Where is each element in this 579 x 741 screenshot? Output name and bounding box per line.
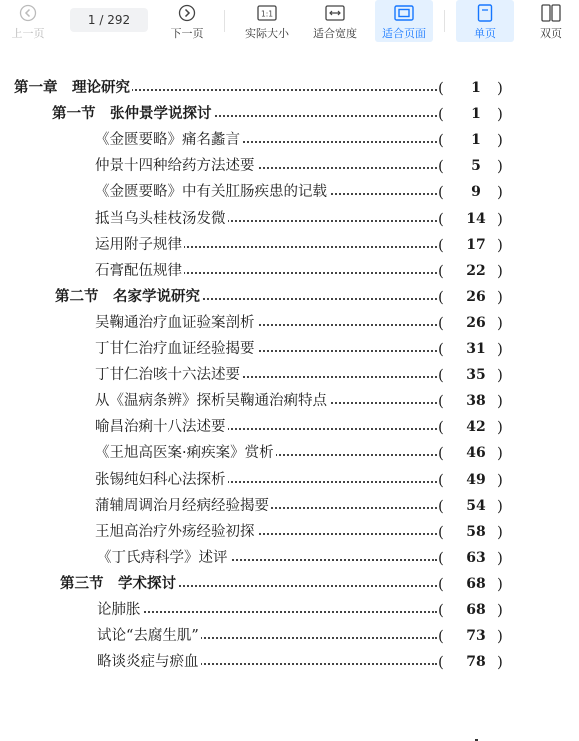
double-page-icon	[541, 2, 561, 24]
single-page-label: 单页	[474, 27, 496, 40]
toc-entry[interactable]	[0, 206, 579, 232]
toc-leader-dots	[97, 611, 437, 613]
toc-entry[interactable]	[0, 493, 579, 519]
toc-paren-left: (	[438, 183, 444, 202]
toc-paren-left: (	[438, 105, 444, 124]
toc-paren-right: )	[497, 418, 503, 437]
fit-page-button[interactable]	[375, 0, 433, 42]
toc-entry-title: 仲景十四种给药方法述要	[95, 153, 257, 179]
toc-entry[interactable]	[0, 179, 579, 205]
toc-entry-title: 抵当乌头桂枝汤发微	[95, 206, 228, 232]
toc-entry-page: 26	[466, 288, 486, 305]
toc-paren-left: (	[438, 418, 444, 437]
prev-page-label: 上一页	[11, 27, 45, 40]
toc-paren-left: (	[438, 209, 444, 228]
toc-entry-page: 68	[466, 575, 486, 592]
toc-paren-right: )	[497, 313, 503, 332]
toc-paren-left: (	[438, 157, 444, 176]
toc-paren-right: )	[497, 105, 503, 124]
toc-paren-right: )	[497, 496, 503, 515]
toc-paren-left: (	[438, 79, 444, 97]
toc-paren-right: )	[497, 340, 503, 358]
toc-entry-title: 王旭高治疗外疡经验初探	[95, 519, 257, 545]
toc-paren-right: )	[497, 366, 503, 385]
toc-paren-left: (	[438, 601, 444, 619]
toc-entry[interactable]	[0, 519, 579, 545]
toc-entry-title: 喻昌治痢十八法述要	[95, 414, 228, 440]
toc-entry-page: 78	[466, 654, 486, 671]
toc-entry-title: 运用附子规律	[95, 232, 184, 258]
svg-text:1:1: 1:1	[260, 9, 274, 19]
toc-entry-page: 22	[466, 262, 486, 279]
toc-paren-right: )	[497, 235, 503, 254]
toc-entry-title: 《金匮要略》痛名蠡言	[95, 127, 242, 153]
toc-entry[interactable]	[0, 571, 579, 597]
toc-entry-title: 论肺胀	[97, 597, 143, 623]
toc-paren-right: )	[497, 392, 503, 411]
toc-entry[interactable]	[0, 388, 579, 414]
toc-entry-page: 42	[466, 419, 486, 436]
prev-page-button[interactable]	[8, 0, 48, 42]
page-total: / 292	[99, 13, 131, 27]
toc-entry-title: 张锡纯妇科心法探析	[95, 467, 228, 493]
toc-entry-page: 68	[466, 602, 486, 618]
viewer-toolbar	[0, 0, 579, 42]
page-number-input[interactable]	[70, 8, 148, 32]
toc-paren-left: (	[438, 392, 444, 411]
toc-paren-left: (	[438, 261, 444, 280]
toc-entry-title: 《丁氏痔科学》述评	[97, 545, 230, 571]
toc-paren-left: (	[438, 496, 444, 515]
toc-entry-page: 1	[471, 132, 481, 149]
toc-entry[interactable]	[0, 440, 579, 466]
toc-paren-right: )	[497, 287, 503, 306]
toc-paren-right: )	[497, 157, 503, 176]
toc-entry-page: 35	[466, 367, 486, 384]
toc-entry[interactable]	[0, 284, 579, 310]
toc-entry[interactable]	[0, 153, 579, 179]
toc-paren-left: (	[438, 366, 444, 385]
toc-entry-title: 《金匮要略》中有关肛肠疾患的记载	[95, 179, 329, 205]
toc-paren-right: )	[497, 601, 503, 619]
toc-entry[interactable]	[0, 597, 579, 623]
toc-paren-right: )	[497, 183, 503, 202]
toolbar-divider	[444, 10, 445, 32]
double-page-button[interactable]	[530, 0, 572, 42]
toc-entry-page: 17	[466, 236, 486, 253]
toc-entry[interactable]	[0, 623, 579, 649]
fit-width-icon	[325, 2, 345, 24]
toc-entry-page: 73	[466, 628, 486, 645]
toc-entry-title: 吴鞠通治疗血证验案剖析	[95, 310, 257, 336]
toc-entry[interactable]	[0, 310, 579, 336]
toc-paren-left: (	[438, 653, 444, 672]
chevron-left-icon	[19, 2, 37, 24]
toc-paren-left: (	[438, 131, 444, 150]
toc-entry[interactable]	[0, 258, 579, 284]
toc-entry-title: 丁甘仁治咳十六法述要	[95, 362, 242, 388]
fit-page-label: 适合页面	[382, 27, 426, 40]
toc-entry-page: 31	[466, 341, 486, 357]
toc-paren-right: )	[497, 470, 503, 489]
toc-paren-left: (	[438, 444, 444, 463]
toc-entry[interactable]	[0, 336, 579, 362]
toc-entry-title: 从《温病条辨》探析吴鞠通治痢特点	[95, 388, 329, 414]
toc-paren-right: )	[497, 548, 503, 567]
toc-entry-title: 试论“去腐生肌”	[97, 623, 201, 649]
toc-entry[interactable]	[0, 467, 579, 493]
toc-entry[interactable]	[0, 414, 579, 440]
toc-entry-title: 第一章 理论研究	[14, 75, 132, 101]
actual-size-button[interactable]	[240, 0, 294, 42]
toc-paren-right: )	[497, 574, 503, 593]
toc-paren-left: (	[438, 548, 444, 567]
toc-entry-title: 《王旭高医案·痢疾案》赏析	[95, 440, 276, 466]
single-page-button[interactable]	[456, 0, 514, 42]
toc-entry-title: 略谈炎症与瘀血	[97, 649, 201, 675]
fit-page-icon	[394, 2, 414, 24]
chevron-right-icon	[178, 2, 196, 24]
actual-size-label: 实际大小	[245, 27, 289, 40]
next-page-label: 下一页	[170, 27, 204, 40]
next-page-button[interactable]	[166, 0, 208, 42]
actual-size-icon	[257, 2, 277, 24]
double-page-label: 双页	[540, 27, 562, 40]
toc-entry-title: 第二节 名家学说研究	[55, 284, 202, 310]
toc-entry[interactable]	[0, 545, 579, 571]
toc-paren-right: )	[497, 522, 503, 541]
toc-entry-page: 1	[471, 80, 481, 96]
page-current: 1	[87, 13, 96, 27]
toc-paren-left: (	[438, 235, 444, 254]
toc-entry-page: 49	[466, 471, 486, 488]
toc-entry[interactable]	[0, 127, 579, 153]
toc-paren-left: (	[438, 574, 444, 593]
toolbar-divider	[224, 10, 225, 32]
toc-entry-page: 1	[471, 106, 481, 123]
toc-paren-right: )	[497, 209, 503, 228]
toc-paren-right: )	[497, 79, 503, 97]
toc-paren-right: )	[497, 261, 503, 280]
toc-paren-left: (	[438, 522, 444, 541]
toc-entry[interactable]	[0, 101, 579, 127]
toc-paren-left: (	[438, 340, 444, 358]
toc-entry-title: 丁甘仁治疗血证经验揭要	[95, 336, 257, 362]
toc-entry[interactable]	[0, 75, 579, 101]
toc-entry-page: 26	[466, 314, 486, 331]
toc-entry[interactable]	[0, 649, 579, 675]
toc-paren-right: )	[497, 627, 503, 646]
document-page	[0, 42, 579, 702]
fit-width-button[interactable]	[308, 0, 362, 42]
toc-paren-right: )	[497, 131, 503, 150]
toc-entry-page: 14	[466, 210, 486, 227]
toc-paren-left: (	[438, 313, 444, 332]
toc-paren-left: (	[438, 287, 444, 306]
toc-entry-page: 38	[466, 393, 486, 410]
toc-paren-left: (	[438, 470, 444, 489]
toc-entry-page: 54	[466, 497, 486, 514]
toc-paren-right: )	[497, 653, 503, 672]
toc-entry-title: 第一节 张仲景学说探讨	[52, 101, 214, 127]
toc-entry[interactable]	[0, 362, 579, 388]
toc-entry-page: 63	[466, 549, 486, 566]
toc-entry-title: 石膏配伍规律	[95, 258, 184, 284]
toc-entry-page: 5	[471, 158, 481, 175]
toc-entry-title: 蒲辅周调治月经病经验揭要	[95, 493, 271, 519]
fit-width-label: 适合宽度	[313, 27, 357, 40]
single-page-icon	[477, 2, 493, 24]
toc-entry-page: 9	[471, 184, 481, 201]
toc-entry-page: 58	[466, 523, 486, 540]
toc-entry-page: 46	[466, 445, 486, 462]
toc-entry[interactable]	[0, 232, 579, 258]
toc-paren-right: )	[497, 444, 503, 463]
toc-paren-left: (	[438, 627, 444, 646]
toc-entry-title: 第三节 学术探讨	[60, 571, 178, 597]
